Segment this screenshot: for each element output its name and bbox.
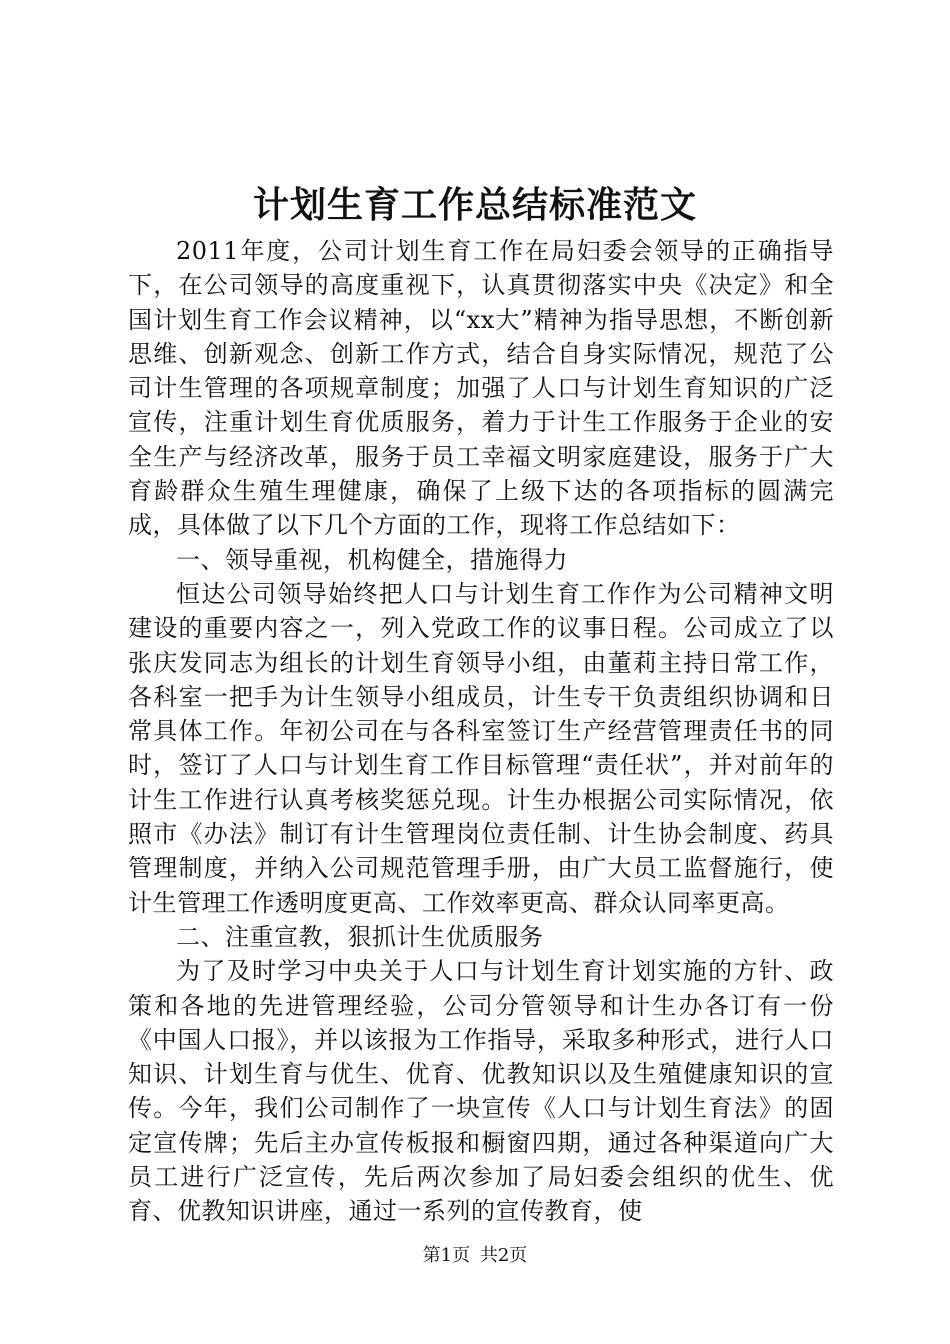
- paragraph-intro: 2011年度，公司计划生育工作在局妇委会领导的正确指导下，在公司领导的高度重视下，认真贯彻落实中央《决定》和全国计划生育工作会议精神，以“xx大”精神为指导思想，不断创新思维、创新观念、创新工作方式，结合自身实际情况，规范了公司计生管理的各项规章制度；加强了人口与计划生育知识的广泛宣传，注重计划生育优质服务，着力于计生工作服务于企业的安全生产与经济改革，服务于员工幸福文明家庭建设，服务于广大育龄群众生殖生理健康，确保了上级下达的各项指标的圆满完成，具体做了以下几个方面的工作，现将工作总结如下：: [128, 237, 834, 540]
- page-footer: [0, 1244, 950, 1268]
- section-heading-2: 二、注重宣教，狠抓计生优质服务: [176, 922, 544, 951]
- paragraph-section-2: 为了及时学习中央关于人口与计划生育计划实施的方针、政策和各地的先进管理经验，公司分管领导和计生办各订有一份《中国人口报》，并以该报为工作指导，采取多种形式，进行人口知识、计划生育与优生、优育、优教知识以及生殖健康知识的宣传。今年，我们公司制作了一块宣传《人口与计划生育法》的固定宣传牌；先后主办宣传板报和橱窗四期，通过各种渠道向广大员工进行广泛宣传，先后两次参加了局妇委会组织的优生、优育、优教知识讲座，通过一系列的宣传教育，使: [128, 957, 834, 1226]
- page-number: 第1页: [422, 1245, 471, 1266]
- document-body: [128, 234, 834, 1229]
- document-title: 计划生育工作总结标准范文: [252, 184, 697, 226]
- page-total: 共2页: [479, 1245, 528, 1266]
- section-heading-1: 一、领导重视，机构健全，措施得力: [176, 545, 568, 574]
- paragraph-section-1: 恒达公司领导始终把人口与计划生育工作作为公司精神文明建设的重要内容之一，列入党政工作的议事日程。公司成立了以张庆发同志为组长的计划生育领导小组，由董莉主持日常工作，各科室一把手为计生领导小组成员，计生专干负责组织协调和日常具体工作。年初公司在与各科室签订生产经营管理责任书的同时，签订了人口与计划生育工作目标管理“责任状”，并对前年的计生工作进行认真考核奖惩兑现。计生办根据公司实际情况，依照市《办法》制订有计生管理岗位责任制、计生协会制度、药具管理制度，并纳入公司规范管理手册，由广大员工监督施行，使计生管理工作透明度更高、工作效率更高、群众认同率更高。: [128, 579, 834, 917]
